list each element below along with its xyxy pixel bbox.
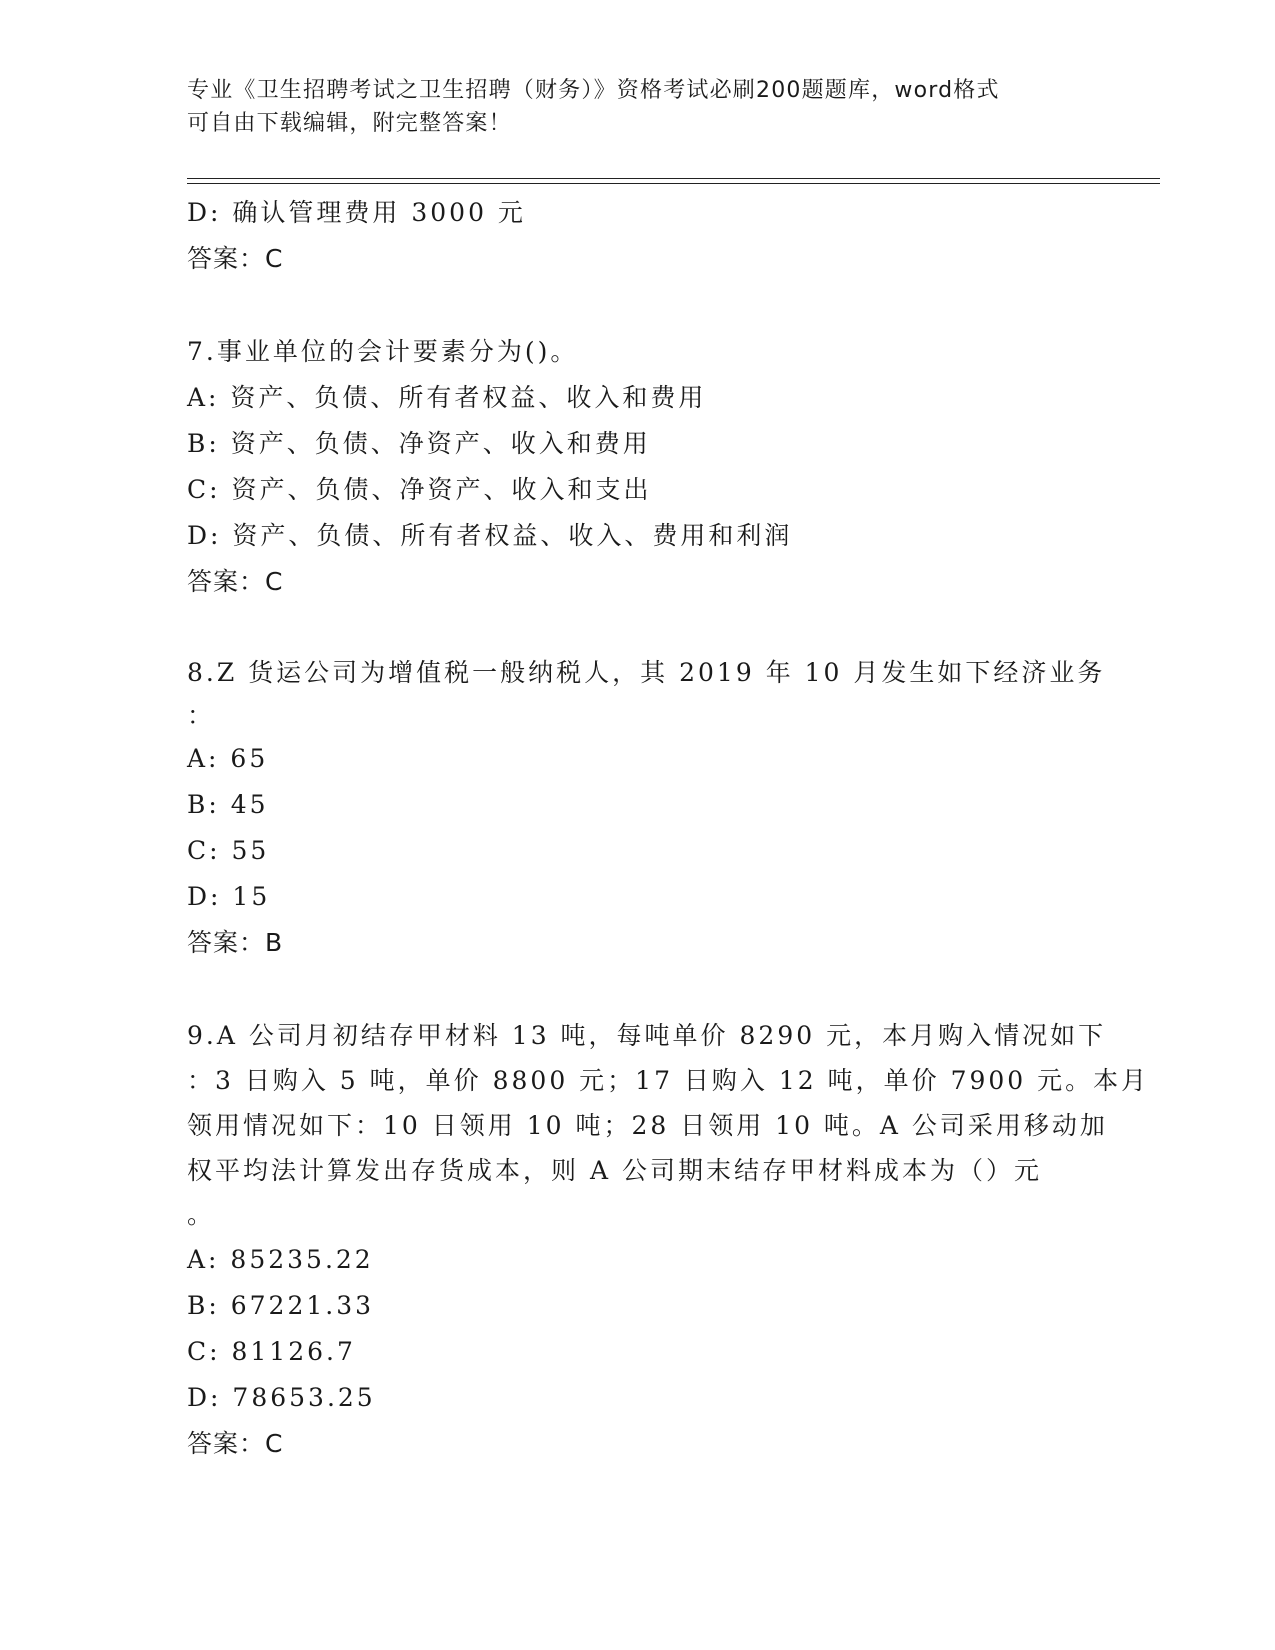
header-line-1: 专业《卫生招聘考试之卫生招聘（财务）》资格考试必刷200题题库，word格式	[187, 78, 1000, 103]
carryover-block	[187, 190, 1087, 282]
header-divider-bottom	[187, 183, 1160, 184]
answer-line: 答案：B	[187, 928, 284, 957]
question-8	[187, 650, 1106, 966]
option-a: A: 65	[187, 744, 269, 773]
document-body	[187, 190, 1150, 1467]
question-stem-continued: 。	[187, 1200, 216, 1229]
answer-line: 答案：C	[187, 1429, 284, 1458]
option-d: D: 确认管理费用 3000 元	[187, 198, 526, 227]
answer-line: 答案：C	[187, 244, 284, 273]
option-b: B: 67221.33	[187, 1291, 375, 1320]
option-d: D: 78653.25	[187, 1383, 376, 1412]
question-stem-continued: 权平均法计算发出存货成本，则 A 公司期末结存甲材料成本为（）元	[187, 1156, 1042, 1185]
option-b: B: 资产、负债、净资产、收入和费用	[187, 429, 651, 458]
option-d: D: 资产、负债、所有者权益、收入、费用和利润	[187, 521, 793, 550]
question-stem: 7.事业单位的会计要素分为()。	[187, 337, 579, 366]
option-b: B: 45	[187, 790, 269, 819]
question-stem: 8.Z 货运公司为增值税一般纳税人，其 2019 年 10 月发生如下经济业务	[187, 658, 1106, 687]
option-a: A: 资产、负债、所有者权益、收入和费用	[187, 383, 707, 412]
option-c: C: 55	[187, 836, 270, 865]
question-stem-continued: 领用情况如下：10 日领用 10 吨；28 日领用 10 吨。A 公司采用移动加	[187, 1111, 1108, 1140]
option-c: C: 81126.7	[187, 1337, 356, 1366]
question-7	[187, 329, 1087, 605]
question-stem-continued: ：3 日购入 5 吨，单价 8800 元；17 日购入 12 吨，单价 7900 元。本月	[187, 1066, 1150, 1095]
option-a: A: 85235.22	[187, 1245, 374, 1274]
option-d: D: 15	[187, 882, 271, 911]
header-line-2: 可自由下载编辑，附完整答案！	[187, 111, 512, 136]
question-stem-continued: ：	[187, 701, 216, 730]
header-divider-top	[187, 178, 1160, 179]
question-stem: 9.A 公司月初结存甲材料 13 吨，每吨单价 8290 元，本月购入情况如下	[187, 1021, 1107, 1050]
answer-line: 答案：C	[187, 567, 284, 596]
option-c: C: 资产、负债、净资产、收入和支出	[187, 475, 652, 504]
question-9	[187, 1013, 1150, 1467]
document-header	[187, 74, 1087, 140]
